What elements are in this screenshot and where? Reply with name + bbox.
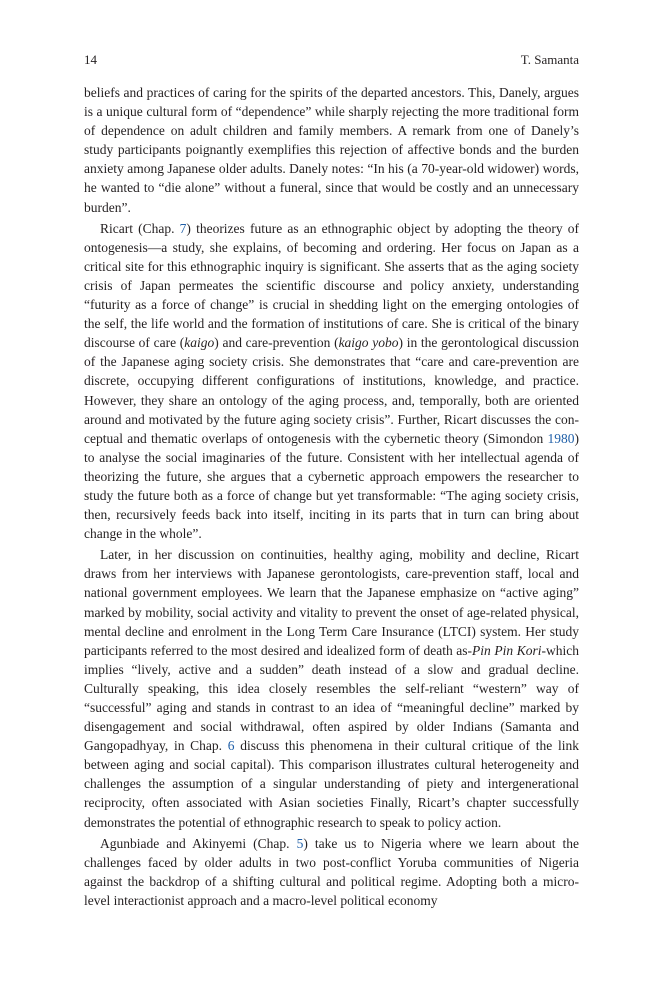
paragraph-3 (84, 545, 579, 831)
chapter-7-link[interactable]: 7 (179, 220, 187, 236)
p2-text-c: ) and care-prevention ( (214, 335, 339, 351)
p2-text-b: ) theorizes future as an ethnographic object by adopting the theory of ontogenesis—a study, she explains, of becoming and ordering. Her focus on Japan as a critical site for this ethnographic inquiry is significant. She asserts that as the aging society crisis of Japan permeates the scientific discourse and policy anxiety, understanding “futurity as a force of change” is crucial in shedding light on the emerging ontologies of the self, the life world and the formation of institutions of care. She is critical of the binary discourse of care ( (84, 220, 579, 351)
p4-text-b: ) take us to Nigeria where we learn about the challenges faced by older adults in two post-conflict Yoruba communities of Nigeria against the backdrop of a shifting cultural and political regime. Adopting both a micro-level interactionist approach and a macro-level political economy (84, 835, 579, 908)
paragraph-1-text: beliefs and practices of caring for the spirits of the departed ancestors. This, Danely, argues is a unique cultural form of “dependence” while sharply rejecting the more traditional form of dependence on adult children and family members. A remark from one of Danely’s study participants poignantly exemplifies this rejection of affective bonds and the burden anxiety among Japanese older adults. Danely notes: “In his (a 70-year-old widower) words, he wanted to “die alone” without a funeral, since that would be costly and an unnecessary burden”. (84, 85, 579, 215)
p3-text-a: Later, in her discussion on continuities, healthy aging, mobility and decline, Ricart draws from her interviews with Japanese gerontologists, care-prevention staff, local and national government employees. We learn that the Japanese emphasize on “active aging” marked by mobility, social activity and vitality to prevent the onset of age-related physical, mental decline and enrolment in the Long Term Care Insurance (LTCI) system. Her study participants referred to the most desired and idealized form of death as- (84, 547, 579, 658)
simondon-1980-link[interactable]: 1980 (547, 430, 575, 446)
paragraph-1 (84, 83, 579, 217)
p3-text-c: discuss this phenomena in their cultural critique of the link between aging and social capital). This comparison illustrates cultural heterogeneity and challenges the assumption of a singular understanding of piety and intergenerational reciprocity, often associated with Asian societies Finally, Ricart’s chapter successfully demonstrates the potential of ethnographic research to speak to policy action. (84, 738, 579, 830)
paragraph-2 (84, 219, 579, 544)
chapter-6-link[interactable]: 6 (227, 738, 235, 754)
p2-text-a: Ricart (Chap. (100, 220, 180, 236)
p4-text-a: Agunbiade and Akinyemi (Chap. (100, 835, 297, 851)
term-kaigo-yobo: kaigo yobo (338, 335, 399, 351)
chapter-5-link[interactable]: 5 (296, 835, 304, 851)
p2-text-e: ) to analyse the social imaginaries of the future. Consistent with her intellectual agenda of theorizing the future, she argues that a cybernetic approach empowers the researcher to study the future both as a force of change but yet transformable: “The aging society crisis, then, recursively feeds back into itself, inciting in its parts that in turn can bring about change in the whole”. (84, 430, 579, 542)
term-kaigo: kaigo (184, 335, 215, 351)
page-header (84, 51, 579, 69)
p2-text-d: ) in the gerontological discussion of the Japanese aging society crisis. She demonstrates that “care and care-prevention are discrete, occupying different configurations of institutions, knowledge, and practice. However, they share an ontology of the aging process, and, temporally, both are oriented around and motivated by the future aging society crisis”. Further, Ricart discusses the conceptual and thematic overlaps of ontogenesis with the cybernetic theory (Simondon (84, 335, 579, 446)
body-text (84, 83, 579, 910)
running-head: T. Samanta (520, 52, 579, 67)
page-number: 14 (84, 52, 97, 67)
paragraph-4 (84, 834, 579, 910)
term-pin-pin-kori: Pin Pin Kori (472, 642, 542, 658)
p3-text-b: -which implies “lively, active and a sudden” death instead of a slow and gradual decline. Culturally speaking, this idea closely resembles the self-reliant “western” way of “successful” aging and stands in contrast to an idea of “meaningful decline” marked by disengagement and social withdrawal, often aspired by older Indians (Samanta and Gangopadhyay, in Chap. (84, 642, 579, 754)
